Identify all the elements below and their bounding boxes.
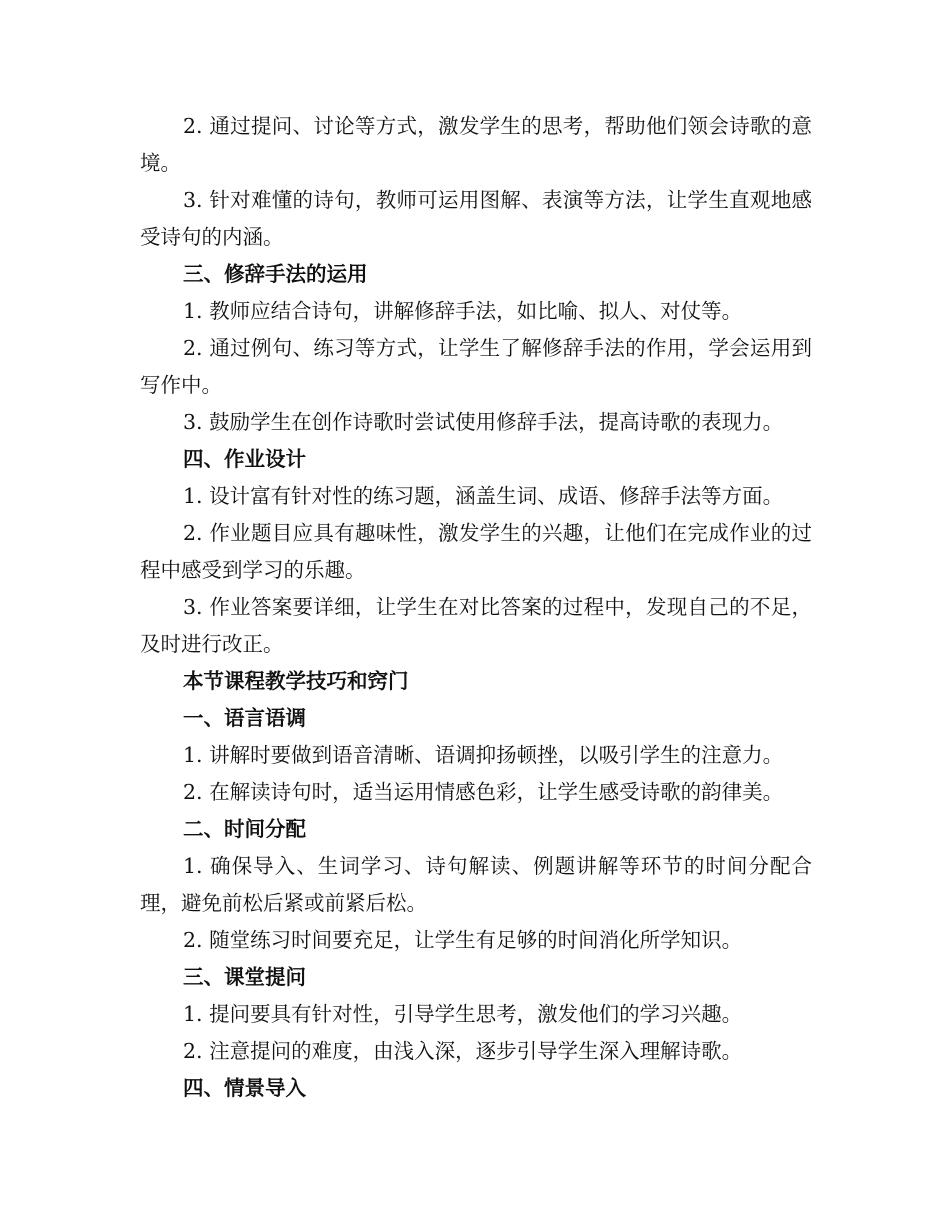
list-item: 3. 鼓励学生在创作诗歌时尝试使用修辞手法，提高诗歌的表现力。: [183, 410, 784, 434]
list-item: 2. 通过例句、练习等方式，让学生了解修辞手法的作用，学会运用到写作中。: [140, 336, 812, 397]
list-item: 2. 在解读诗句时，适当运用情感色彩，让学生感受诗歌的韵律美。: [183, 780, 784, 804]
list-item: 1. 讲解时要做到语音清晰、语调抑扬顿挫，以吸引学生的注意力。: [183, 743, 784, 767]
list-item: 3. 作业答案要详细，让学生在对比答案的过程中，发现自己的不足，及时进行改正。: [140, 595, 812, 656]
list-item: 2. 通过提问、讨论等方式，激发学生的思考，帮助他们领会诗歌的意境。: [140, 114, 812, 175]
list-item: 3. 针对难懂的诗句，教师可运用图解、表演等方法，让学生直观地感受诗句的内涵。: [140, 188, 812, 249]
section-heading: 四、情景导入: [183, 1076, 306, 1100]
section-heading: 三、课堂提问: [183, 965, 306, 989]
list-item: 2. 作业题目应具有趣味性，激发学生的兴趣，让他们在完成作业的过程中感受到学习的乐趣。: [140, 521, 812, 582]
list-item: 2. 注意提问的难度，由浅入深，逐步引导学生深入理解诗歌。: [183, 1039, 743, 1063]
list-item: 1. 提问要具有针对性，引导学生思考，激发他们的学习兴趣。: [183, 1002, 743, 1026]
list-item: 1. 确保导入、生词学习、诗句解读、例题讲解等环节的时间分配合理，避免前松后紧或前紧后松。: [140, 854, 812, 915]
section-heading: 一、语言语调: [183, 706, 306, 730]
list-item: 1. 设计富有针对性的练习题，涵盖生词、成语、修辞手法等方面。: [183, 484, 784, 508]
section-heading: 二、时间分配: [183, 817, 306, 841]
list-item: 1. 教师应结合诗句，讲解修辞手法，如比喻、拟人、对仗等。: [183, 299, 743, 323]
document-body: [140, 108, 812, 1107]
section-heading: 四、作业设计: [183, 447, 306, 471]
chapter-heading: 本节课程教学技巧和窍门: [183, 669, 409, 693]
list-item: 2. 随堂练习时间要充足，让学生有足够的时间消化所学知识。: [183, 928, 743, 952]
section-heading: 三、修辞手法的运用: [183, 262, 368, 286]
